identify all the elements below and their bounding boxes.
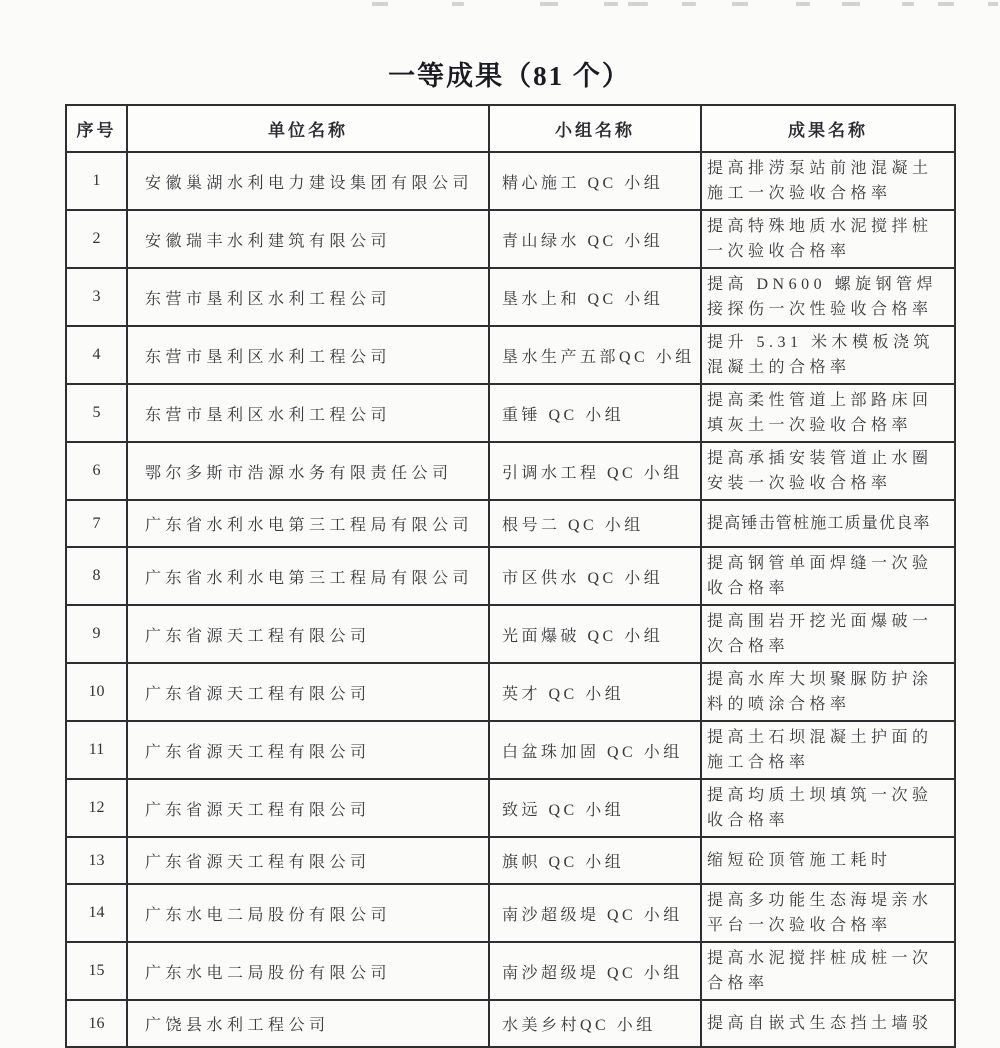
header-group-name: 小组名称 bbox=[489, 105, 701, 152]
row-unit-name: 广东省源天工程有限公司 bbox=[127, 779, 489, 837]
row-group-name: 白盆珠加固 QC 小组 bbox=[489, 721, 701, 779]
row-unit-name: 东营市垦利区水利工程公司 bbox=[127, 326, 489, 384]
header-unit-name: 单位名称 bbox=[127, 105, 489, 152]
table-header bbox=[66, 105, 955, 152]
row-serial-number: 8 bbox=[66, 547, 127, 605]
table-row bbox=[66, 942, 955, 1000]
table-row bbox=[66, 547, 955, 605]
header-row bbox=[66, 105, 955, 152]
row-unit-name: 广东省水利水电第三工程局有限公司 bbox=[127, 500, 489, 547]
row-serial-number: 2 bbox=[66, 210, 127, 268]
row-unit-name: 广东水电二局股份有限公司 bbox=[127, 884, 489, 942]
row-group-name: 重锤 QC 小组 bbox=[489, 384, 701, 442]
text-fragment-mark bbox=[452, 2, 464, 6]
cropped-previous-line-fragment bbox=[0, 0, 1000, 10]
table-row bbox=[66, 326, 955, 384]
row-result-name: 提高钢管单面焊缝一次验收合格率 bbox=[701, 547, 955, 605]
table-row bbox=[66, 663, 955, 721]
row-group-name: 致远 QC 小组 bbox=[489, 779, 701, 837]
row-result-name: 提高排涝泵站前池混凝土施工一次验收合格率 bbox=[701, 152, 955, 210]
text-fragment-mark bbox=[938, 2, 954, 6]
text-fragment-mark bbox=[604, 2, 618, 6]
row-result-name: 提高特殊地质水泥搅拌桩一次验收合格率 bbox=[701, 210, 955, 268]
row-group-name: 引调水工程 QC 小组 bbox=[489, 442, 701, 500]
row-result-name: 提高承插安装管道止水圈安装一次验收合格率 bbox=[701, 442, 955, 500]
row-unit-name: 安徽瑞丰水利建筑有限公司 bbox=[127, 210, 489, 268]
row-serial-number: 12 bbox=[66, 779, 127, 837]
row-serial-number: 3 bbox=[66, 268, 127, 326]
results-table bbox=[65, 104, 956, 1048]
row-result-name: 提高土石坝混凝土护面的施工合格率 bbox=[701, 721, 955, 779]
section-title: 一等成果（81 个） bbox=[388, 61, 631, 91]
row-group-name: 垦水上和 QC 小组 bbox=[489, 268, 701, 326]
row-unit-name: 安徽巢湖水利电力建设集团有限公司 bbox=[127, 152, 489, 210]
table-row bbox=[66, 884, 955, 942]
row-serial-number: 6 bbox=[66, 442, 127, 500]
text-fragment-mark bbox=[796, 2, 810, 6]
table-row bbox=[66, 1000, 955, 1047]
table-body bbox=[66, 152, 955, 1047]
table-row bbox=[66, 442, 955, 500]
row-group-name: 青山绿水 QC 小组 bbox=[489, 210, 701, 268]
row-result-name: 提高围岩开挖光面爆破一次合格率 bbox=[701, 605, 955, 663]
row-group-name: 旗帜 QC 小组 bbox=[489, 837, 701, 884]
row-serial-number: 13 bbox=[66, 837, 127, 884]
row-unit-name: 广饶县水利工程公司 bbox=[127, 1000, 489, 1047]
row-result-name: 提高水泥搅拌桩成桩一次合格率 bbox=[701, 942, 955, 1000]
row-serial-number: 16 bbox=[66, 1000, 127, 1047]
row-unit-name: 广东省源天工程有限公司 bbox=[127, 721, 489, 779]
row-unit-name: 东营市垦利区水利工程公司 bbox=[127, 268, 489, 326]
row-serial-number: 5 bbox=[66, 384, 127, 442]
row-group-name: 市区供水 QC 小组 bbox=[489, 547, 701, 605]
row-unit-name: 广东省水利水电第三工程局有限公司 bbox=[127, 547, 489, 605]
text-fragment-mark bbox=[732, 2, 748, 6]
row-result-name: 提高自嵌式生态挡土墙驳 bbox=[701, 1000, 955, 1047]
table-row bbox=[66, 500, 955, 547]
text-fragment-mark bbox=[842, 2, 860, 6]
row-group-name: 垦水生产五部QC 小组 bbox=[489, 326, 701, 384]
text-fragment-mark bbox=[988, 2, 998, 6]
table-row bbox=[66, 210, 955, 268]
row-result-name: 提高多功能生态海堤亲水平台一次验收合格率 bbox=[701, 884, 955, 942]
row-serial-number: 7 bbox=[66, 500, 127, 547]
row-group-name: 英才 QC 小组 bbox=[489, 663, 701, 721]
row-group-name: 光面爆破 QC 小组 bbox=[489, 605, 701, 663]
text-fragment-mark bbox=[628, 2, 648, 6]
row-result-name: 缩短砼顶管施工耗时 bbox=[701, 837, 955, 884]
row-result-name: 提高水库大坝聚脲防护涂料的喷涂合格率 bbox=[701, 663, 955, 721]
row-serial-number: 10 bbox=[66, 663, 127, 721]
row-result-name: 提高均质土坝填筑一次验收合格率 bbox=[701, 779, 955, 837]
text-fragment-mark bbox=[540, 2, 558, 6]
row-serial-number: 4 bbox=[66, 326, 127, 384]
table-row bbox=[66, 721, 955, 779]
row-serial-number: 14 bbox=[66, 884, 127, 942]
text-fragment-mark bbox=[902, 2, 914, 6]
text-fragment-mark bbox=[682, 2, 696, 6]
row-serial-number: 15 bbox=[66, 942, 127, 1000]
row-unit-name: 鄂尔多斯市浩源水务有限责任公司 bbox=[127, 442, 489, 500]
row-group-name: 南沙超级堤 QC 小组 bbox=[489, 884, 701, 942]
row-group-name: 南沙超级堤 QC 小组 bbox=[489, 942, 701, 1000]
table-row bbox=[66, 779, 955, 837]
row-group-name: 水美乡村QC 小组 bbox=[489, 1000, 701, 1047]
row-unit-name: 广东省源天工程有限公司 bbox=[127, 837, 489, 884]
row-unit-name: 广东水电二局股份有限公司 bbox=[127, 942, 489, 1000]
row-serial-number: 1 bbox=[66, 152, 127, 210]
table-row bbox=[66, 152, 955, 210]
row-result-name: 提高锤击管桩施工质量优良率 bbox=[701, 500, 955, 547]
row-result-name: 提升 5.31 米木模板浇筑混凝土的合格率 bbox=[701, 326, 955, 384]
row-serial-number: 9 bbox=[66, 605, 127, 663]
row-serial-number: 11 bbox=[66, 721, 127, 779]
table-row bbox=[66, 384, 955, 442]
row-unit-name: 广东省源天工程有限公司 bbox=[127, 605, 489, 663]
row-group-name: 根号二 QC 小组 bbox=[489, 500, 701, 547]
row-unit-name: 广东省源天工程有限公司 bbox=[127, 663, 489, 721]
row-group-name: 精心施工 QC 小组 bbox=[489, 152, 701, 210]
row-unit-name: 东营市垦利区水利工程公司 bbox=[127, 384, 489, 442]
text-fragment-mark bbox=[372, 2, 388, 6]
table-row bbox=[66, 268, 955, 326]
header-serial-number: 序号 bbox=[66, 105, 127, 152]
table-row bbox=[66, 837, 955, 884]
row-result-name: 提高柔性管道上部路床回填灰土一次验收合格率 bbox=[701, 384, 955, 442]
header-result-name: 成果名称 bbox=[701, 105, 955, 152]
table-row bbox=[66, 605, 955, 663]
row-result-name: 提高 DN600 螺旋钢管焊接探伤一次性验收合格率 bbox=[701, 268, 955, 326]
